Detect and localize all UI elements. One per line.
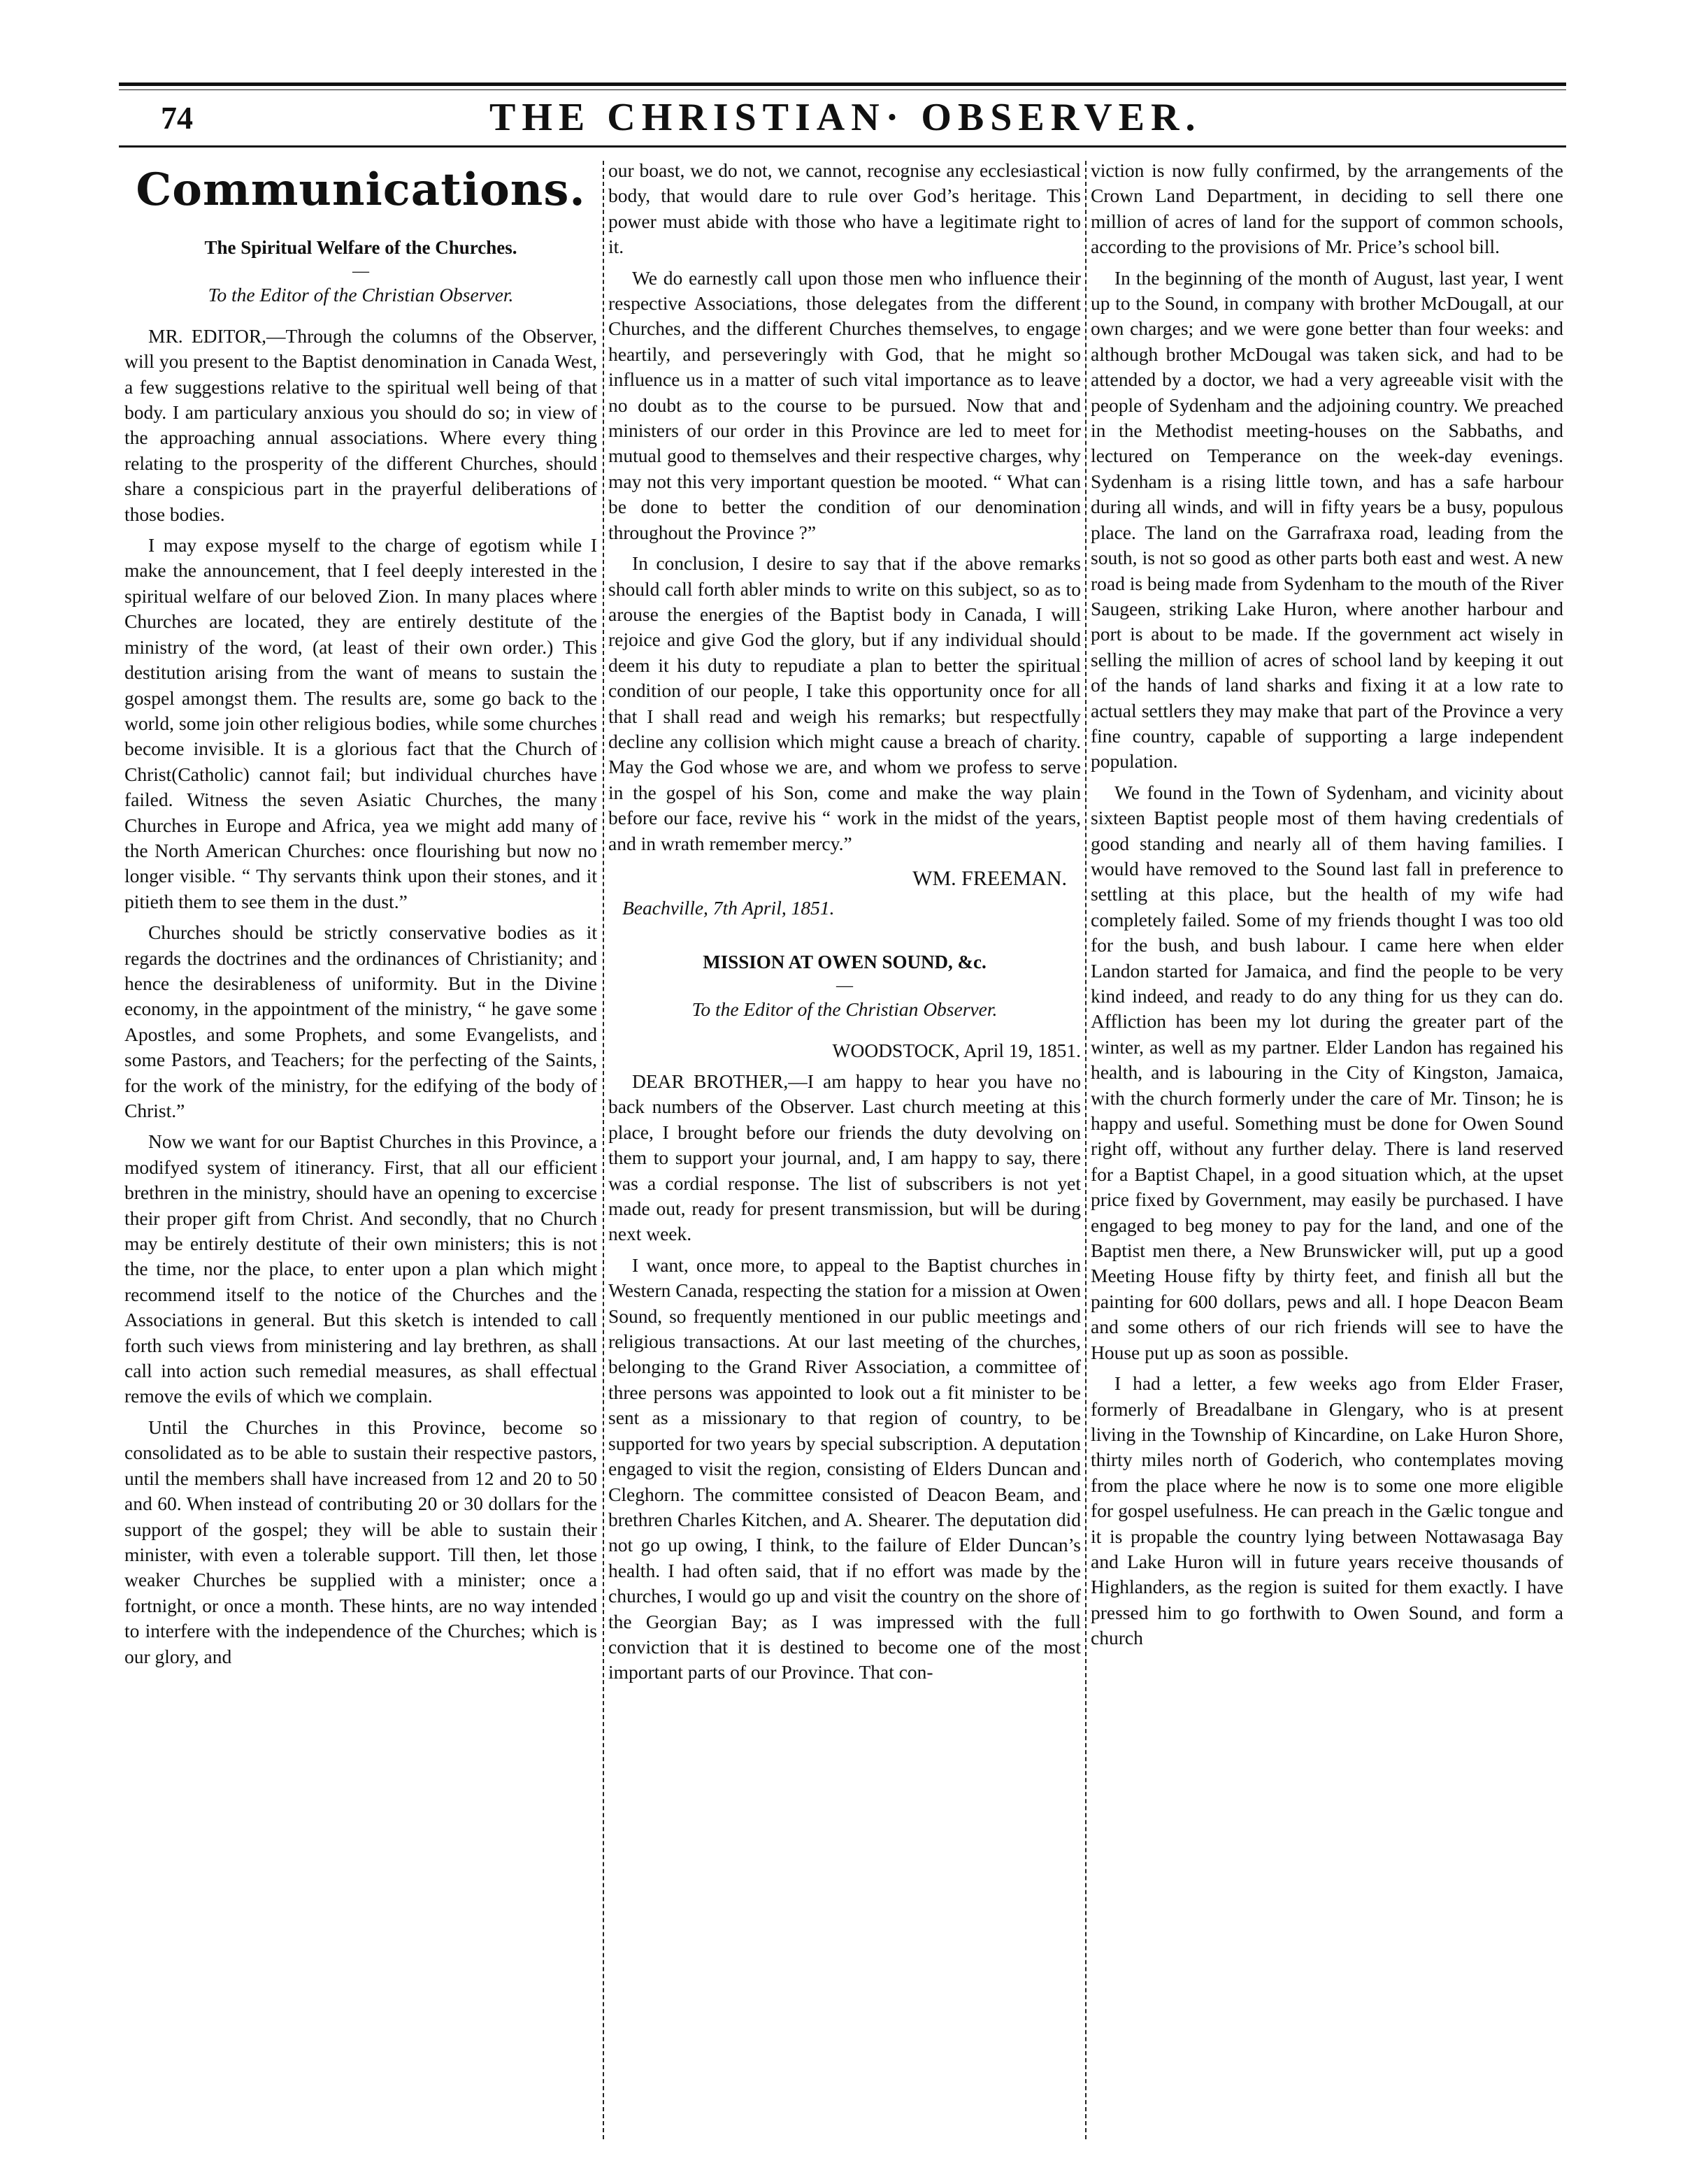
article-paragraph: our boast, we do not, we cannot, recognise any ecclesiastical body, that would dare to rule over God’s heritage. This power must abide with those who have a legitimate right to it. [608, 159, 1081, 258]
column-1 [124, 158, 597, 1675]
article-paragraph: We do earnestly call upon those men who influence their respective Associations, those delegates from the different Churches, and the different Churches themselves, to engage heartily, and perseveringly with God, that he might so influence us in a matter of such vital importance as to leave no doubt as to the course to be pursued. Now that and ministers of our order in this Province are led to meet for mutual good to themselves and their respective charges, why may not this very important question be mooted. “ What can be done to better the condition of our denomination throughout the Province ?” [608, 266, 1081, 543]
article-salutation: To the Editor of the Christian Observer. [691, 998, 998, 1021]
article-heading: The Spiritual Welfare of the Churches. [204, 237, 517, 258]
column-3 [1091, 158, 1563, 1657]
article-heading: MISSION AT OWEN SOUND, &c. [703, 951, 987, 972]
article-paragraph: I want, once more, to appeal to the Baptist churches in Western Canada, respecting the station for a mission at Owen Sound, so frequently mentioned in our public meetings and religious transactions. At our last meeting of the churches, belonging to the Grand River Association, a committee of three persons was appointed to look out a fit minister to be sent as a missionary to that region of country, to be supported for two years by special subscription. A deputation engaged to visit the region, consisting of Elders Duncan and Cleghorn. The committee consisted of Deacon Beam, and brethren Charles Kitchen, and A. Shearer. The deputation did not go up owing, I think, to the failure of Elder Duncan’s health. I had often said, that if no effort was made by the churches, I would go up and visit the country on the shore of the Georgian Bay; as I was impressed with the full conviction that it is destined to become one of the most important parts of our Province. That con- [608, 1253, 1081, 1683]
dateline: Beachville, 7th April, 1851. [622, 897, 835, 919]
article-paragraph: DEAR BROTHER,—I am happy to hear you have no back numbers of the Observer. Last church meeting at this place, I brought before our friends the duty devolving on them to support your journal, and, I am happy to say, there was a cordial response. The list of subscribers is not yet made out, ready for present transmission, but will be during next week. [608, 1070, 1081, 1245]
newspaper-title: THE CHRISTIAN· OBSERVER. [489, 96, 1202, 139]
letter-date: WOODSTOCK, April 19, 1851. [832, 1039, 1081, 1061]
masthead-rule-bottom [119, 145, 1566, 148]
column-divider [1085, 161, 1087, 2139]
masthead-rule-top-thin [119, 89, 1566, 90]
article-paragraph: In the beginning of the month of August, last year, I went up to the Sound, in company with brother McDougall, at our own charges; and we were gone better than four weeks: and although brother McDougal was taken sick, and had to be attended by a doctor, we had a very agreeable visit with the people of Sydenham and the adjoining country. We preached in the Methodist meeting-houses on the Sabbaths, and lectured on Temperance on the week-day evenings. Sydenham is a rising little town, and has a safe harbour during all winds, and will in fifty years be a busy, populous place. The land on the Garrafraxa road, leading from the south, is not so good as other parts both east and west. A new road is being made from Sydenham to the mouth of the River Saugeen, striking Lake Huron, where another harbour and port is about to be made. If the government act wisely in selling the million of acres of school land by keeping it out of the hands of land sharks and fixing it at a low rate to actual settlers they may make that part of the Province a very fine country, capable of supporting a large independent population. [1091, 266, 1563, 773]
page-number: 74 [161, 100, 193, 136]
article-paragraph: We found in the Town of Sydenham, and vicinity about sixteen Baptist people most of them having credentials of good standing and nearly all of them having families. I would have removed to the Sound last fall in preference to settling at this place, but the health of my wife had completely failed. Some of my friends thought I was too old for the bush, and bush labour. I came here when elder Landon started for Jamaica, and find the people to be very kind indeed, and ready to do any thing for us they can do. Affliction has been my lot during the greater part of the winter, as well as my partner. Elder Landon has regained his health, and is labouring in the City of Kingston, Jamaica, with the church formerly under the care of Mr. Tinson; he is happy and useful. Something must be done for Owen Sound right off, without any further delay. There is land reserved for a Baptist Chapel, in a good situation which, at the upset price fixed by Government, may easily be purchased. I have engaged to beg money to pay for the land, and one of the Baptist men there, a New Brunswicker will, put up a good Meeting House fifty by thirty feet, and finish all but the painting for 600 dollars, pews and all. I hope Deacon Beam and some others of our rich friends will see to have the House put up as soon as possible. [1091, 781, 1563, 1363]
article-paragraph: I had a letter, a few weeks ago from Elder Fraser, formerly of Breadalbane in Glengary, who is at present living in the Township of Kincardine, on Lake Huron Shore, thirty miles north of Goderich, who contemplates moving from the place where he now is to some one more eligible for gospel usefulness. He can preach in the Gælic tongue and it is propable the country lying between Nottawasaga Bay and Lake Huron will in future years receive thousands of Highlanders, as the region is suited for them exactly. I have pressed him to go forthwith to Owen Sound, and form a church [1091, 1372, 1563, 1649]
article-paragraph: MR. EDITOR,—Through the columns of the Observer, will you present to the Baptist denomination in Canada West, a few suggestions relative to the spiritual well being of that body. I am particulary anxious you should do so; in view of the approaching annual associations. Where every thing relating to the prosperity of the different Churches, should share a conspicious part in the prayerful deliberations of those bodies. [124, 324, 597, 525]
column-divider [603, 161, 604, 2139]
article-paragraph: Churches should be strictly conservative bodies as it regards the doctrines and the ordinances of Christianity; and hence the desirableness of uniformity. But in the Divine economy, in the appointment of the ministry, “ he gave some Apostles, and some Prophets, and some Evangelists, and some Pastors, and Teachers; for the perfecting of the Saints, for the work of the ministry, for the edifying of the body of Christ.” [124, 921, 597, 1121]
section-title: Communications. [136, 164, 586, 216]
article-paragraph: In conclusion, I desire to say that if the above remarks should call forth abler minds to write on this subject, so as to arouse the energies of the Baptist body in Canada, I will rejoice and give God the glory, but if any individual should deem it his duty to repudiate a plan to better the spiritual condition of our people, I take this opportunity once for all that I shall read and weigh his remarks; but respectfully decline any collision which might cause a breach of charity. May the God whose we are, and whom we profess to serve in the gospel of his Son, come and make the way plain before our face, revive his “ work in the midst of the years, and in wrath remember mercy.” [608, 552, 1081, 854]
article-paragraph: Until the Churches in this Province, become so consolidated as to be able to sustain their respective pastors, until the members shall have increased from 12 and 20 to 50 and 60. When instead of contributing 20 or 30 dollars for the support of the gospel; they will be able to sustain their minister, with even a tolerable support. Till then, let those weaker Churches be supplied with a minister; once a fortnight, or once a month. These hints, are no way intended to interfere with the independence of the Churches; which is our glory, and [124, 1416, 597, 1667]
divider-dash: — [352, 262, 369, 281]
masthead-rule-top [119, 82, 1566, 86]
article-paragraph: I may expose myself to the charge of egotism while I make the announcement, that I feel deeply interested in the spiritual welfare of our beloved Zion. In many places where Churches are located, they are entirely destitute of the ministry of the word, (at least of their own order.) This destitution arising from the want of means to sustain the gospel amongst them. The results are, some go back to the world, some join other religious bodies, while some churches become invisible. It is a glorious fact that the Church of Christ(Catholic) cannot fail; but individual churches have failed. Witness the seven Asiatic Churches, the many Churches in Europe and Africa, yea we might add many of the North American Churches: once flourishing but now no longer visible. “ Thy servants think upon their stones, and it pitieth them to see them in the dust.” [124, 534, 597, 912]
article-paragraph: Now we want for our Baptist Churches in this Province, a modifyed system of itinerancy. First, that all our efficient brethren in the ministry, should have an opening to excercise their proper gift from Christ. And secondly, that no Church may be entirely destitute of their own ministers; this is not the time, nor the place, to enter upon a plan which might recommend itself to the notice of the Churches and the Associations in general. But this sketch is intended to call forth such views from ministering and lay brethren, as shall call into action such remedial measures, as shall effectual remove the evils of which we complain. [124, 1130, 597, 1407]
column-2 [608, 158, 1081, 1691]
divider-dash: — [836, 977, 853, 996]
article-salutation: To the Editor of the Christian Observer. [208, 284, 514, 306]
article-paragraph: viction is now fully confirmed, by the arrangements of the Crown Land Department, in deciding to sell there one million of acres of land for the support of common schools, according to the provisions of Mr. Price’s school bill. [1091, 159, 1563, 258]
signature: WM. FREEMAN. [912, 866, 1067, 890]
